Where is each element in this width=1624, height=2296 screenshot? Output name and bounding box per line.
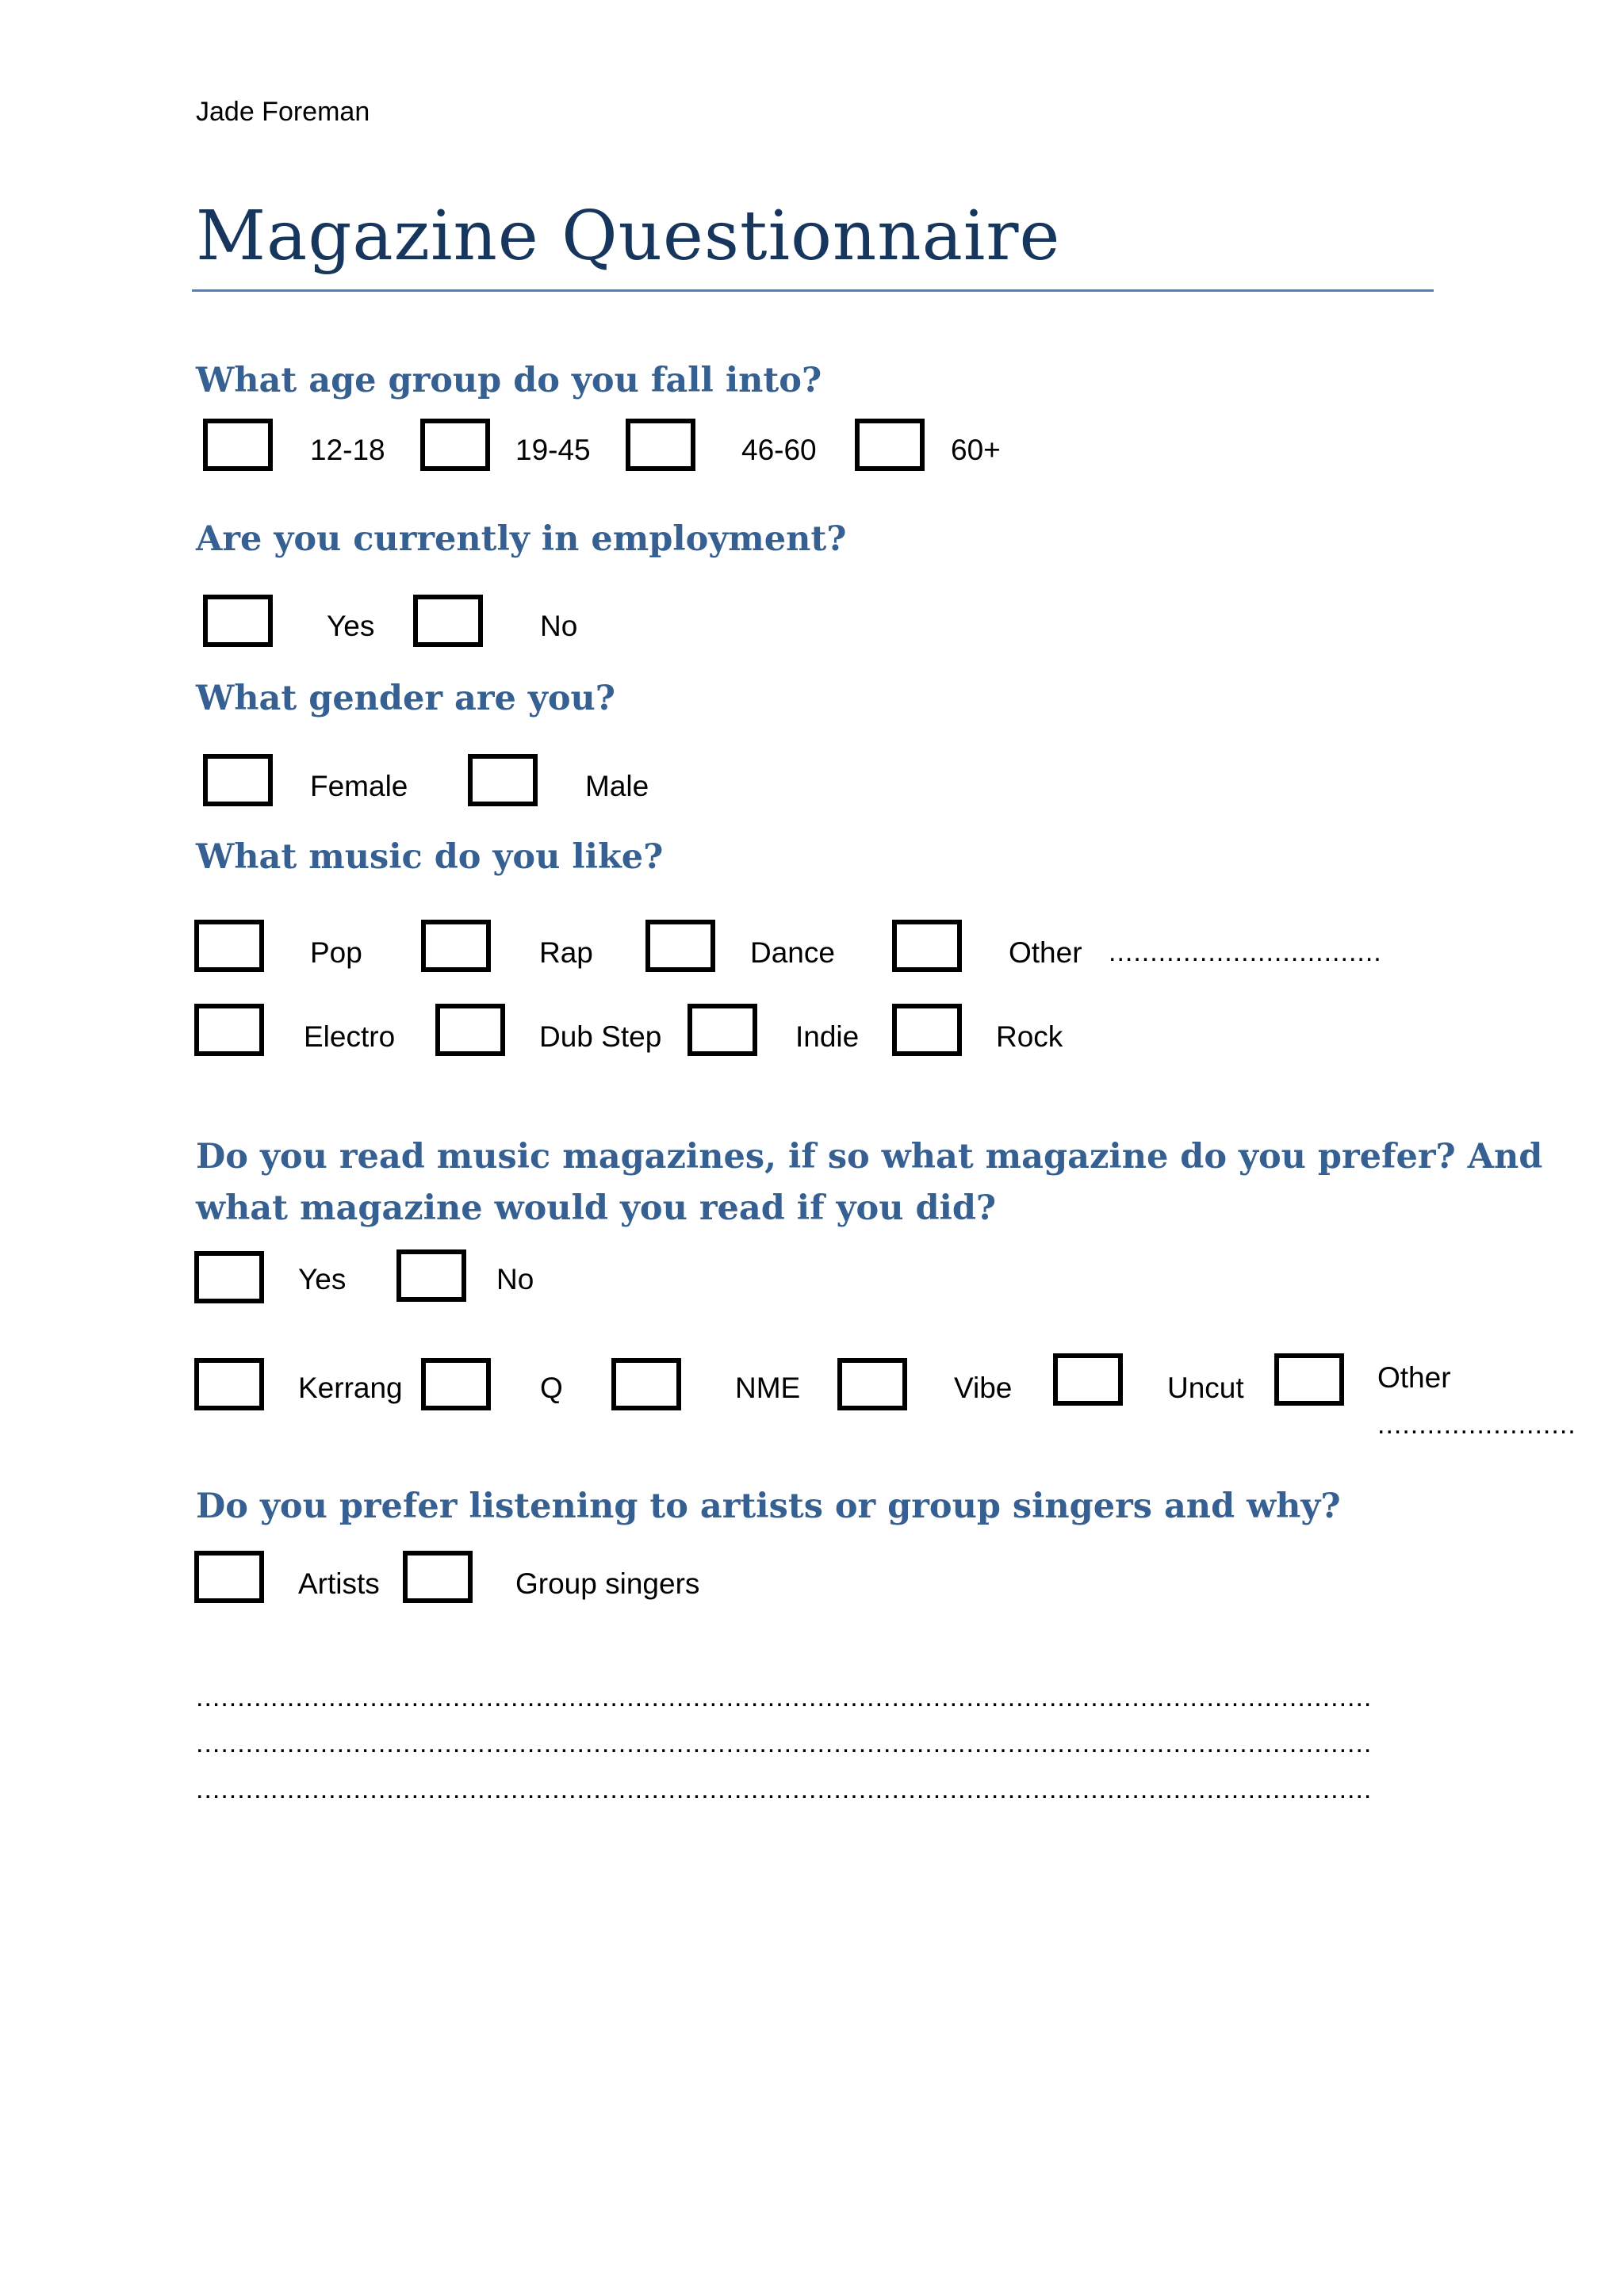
option-label-age-46-60: 46-60 [741,434,817,466]
checkbox-magazine-q[interactable] [421,1358,491,1410]
magazine-other-write-in-line[interactable]: ........................ [1377,1410,1576,1440]
checkbox-music-other[interactable] [892,920,962,972]
checkbox-age-19-45[interactable] [420,419,490,471]
checkbox-age-46-60[interactable] [626,419,695,471]
option-label-music-other: Other [1009,936,1082,969]
option-label-music-dance: Dance [750,936,835,969]
question-gender: What gender are you? [196,679,615,718]
checkbox-music-rap[interactable] [421,920,491,972]
question-magazines-line1: Do you read music magazines, if so what magazine do you prefer? And [196,1137,1543,1177]
option-label-music-electro: Electro [304,1020,396,1053]
checkbox-gender-female[interactable] [203,754,273,806]
answer-line-3[interactable]: .............................................................................................................................................. [196,1774,1373,1804]
checkbox-listening-group-singers[interactable] [403,1551,473,1603]
option-label-magazines-no: No [496,1263,534,1295]
option-label-listening-artists: Artists [298,1567,380,1600]
option-label-music-rock: Rock [996,1020,1063,1053]
question-magazines-line2: what magazine would you read if you did? [196,1188,997,1228]
music-other-write-in-line[interactable]: ................................. [1109,937,1382,967]
question-employment: Are you currently in employment? [196,519,847,559]
answer-line-1[interactable]: .............................................................................................................................................. [196,1682,1373,1712]
option-label-music-dubstep: Dub Step [539,1020,662,1053]
checkbox-magazine-kerrang[interactable] [194,1358,264,1410]
checkbox-age-60plus[interactable] [855,419,925,471]
question-music: What music do you like? [196,837,664,877]
option-label-age-60plus: 60+ [951,434,1001,466]
checkbox-magazine-vibe[interactable] [837,1358,907,1410]
option-label-listening-group-singers: Group singers [515,1567,700,1600]
checkbox-music-indie[interactable] [688,1004,757,1056]
checkbox-age-12-18[interactable] [203,419,273,471]
option-label-gender-female: Female [310,770,408,802]
checkbox-music-rock[interactable] [892,1004,962,1056]
checkbox-magazines-no[interactable] [396,1249,466,1302]
option-label-age-12-18: 12-18 [310,434,385,466]
option-label-music-indie: Indie [795,1020,860,1053]
checkbox-gender-male[interactable] [468,754,538,806]
page-title: Magazine Questionnaire [196,197,1061,276]
answer-line-2[interactable]: .............................................................................................................................................. [196,1728,1373,1758]
option-label-magazine-uncut: Uncut [1167,1372,1244,1404]
question-listening: Do you prefer listening to artists or group singers and why? [196,1487,1341,1526]
checkbox-magazine-nme[interactable] [611,1358,681,1410]
author-name: Jade Foreman [196,97,370,127]
option-label-employment-yes: Yes [327,610,375,642]
option-label-magazine-vibe: Vibe [954,1372,1013,1404]
checkbox-employment-no[interactable] [413,595,483,647]
checkbox-music-dance[interactable] [645,920,715,972]
option-label-employment-no: No [540,610,578,642]
checkbox-music-pop[interactable] [194,920,264,972]
option-label-magazine-q: Q [540,1372,563,1404]
checkbox-magazines-yes[interactable] [194,1251,264,1303]
option-label-magazine-other: Other [1377,1361,1451,1394]
option-label-magazine-nme: NME [735,1372,801,1404]
checkbox-employment-yes[interactable] [203,595,273,647]
checkbox-magazine-other[interactable] [1274,1353,1344,1406]
option-label-music-rap: Rap [539,936,593,969]
title-underline [192,289,1434,292]
option-label-gender-male: Male [585,770,649,802]
checkbox-music-dubstep[interactable] [435,1004,505,1056]
question-age: What age group do you fall into? [196,361,822,400]
option-label-magazines-yes: Yes [298,1263,347,1295]
checkbox-music-electro[interactable] [194,1004,264,1056]
option-label-age-19-45: 19-45 [515,434,591,466]
option-label-magazine-kerrang: Kerrang [298,1372,403,1404]
checkbox-listening-artists[interactable] [194,1551,264,1603]
checkbox-magazine-uncut[interactable] [1053,1353,1123,1406]
option-label-music-pop: Pop [310,936,362,969]
